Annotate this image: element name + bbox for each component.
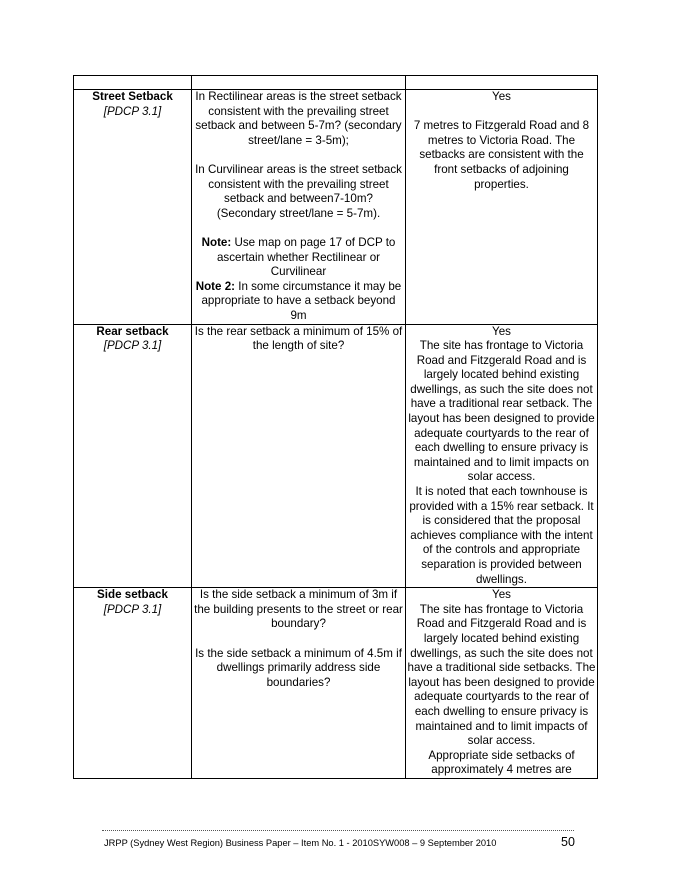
footer-divider	[102, 830, 574, 831]
question-cell	[192, 90, 406, 325]
question-cell	[192, 588, 406, 779]
criteria-cell	[74, 324, 192, 588]
page-number: 50	[561, 835, 575, 849]
criteria-title: Side setback	[97, 588, 168, 602]
table-row-street-setback	[74, 90, 598, 325]
comment-text: 7 metres to Fitzgerald Road and 8 metres to Victoria Road. The setbacks are consistent with the front setbacks of adjoining properties.	[413, 119, 590, 191]
question-text: Is the side setback a minimum of 4.5m if dwellings primarily address side boundaries?	[195, 646, 402, 689]
criteria-cell	[74, 90, 192, 325]
note-text: In some circumstance it may be appropriate to have a setback beyond 9m	[201, 279, 402, 322]
criteria-title: Street Setback	[92, 90, 173, 103]
comment-text: It is noted that each townhouse is provided with a 15% rear setback. It is considered that the proposal achieves compliance with the intent of the controls and appropriate separation is provided between dwellings.	[409, 485, 594, 586]
criteria-reference: [PDCP 3.1]	[103, 602, 162, 616]
comment-text: The site has frontage to Victoria Road and Fitzgerald Road and is largely located behind existing dwellings, as such the site does not have a traditional rear setback. The layout has been designed to provide adequate courtyards to the rear of each dwelling to ensure privacy is maintained and to limit impacts on solar access.	[408, 339, 595, 484]
note	[193, 236, 404, 280]
note-label: Note 2:	[195, 279, 236, 293]
criteria-reference: [PDCP 3.1]	[103, 339, 162, 353]
question-text: Is the rear setback a minimum of 15% of the length of site?	[194, 324, 403, 353]
criteria-title: Rear setback	[96, 324, 169, 338]
table-row-rear-setback	[74, 324, 598, 588]
compliance-answer: Yes	[492, 90, 511, 103]
criteria-cell	[74, 588, 192, 779]
comment-text: The site has frontage to Victoria Road and Fitzgerald Road and is largely located behind existing dwellings, as such the site does not have a traditional side setbacks. The layout has been designed to provide adequate courtyards to the rear of each dwelling to ensure privacy is maintained and to limit impacts of solar access.	[407, 602, 596, 748]
note-text: Use map on page 17 of DCP to ascertain whether Rectilinear or Curvilinear	[216, 235, 396, 279]
table-row-empty	[74, 76, 598, 90]
comment-cell	[406, 588, 598, 779]
comment-text: Appropriate side setbacks of approximately 4 metres are	[428, 748, 575, 777]
question-cell	[192, 324, 406, 588]
table-cell	[74, 76, 192, 90]
criteria-reference: [PDCP 3.1]	[103, 104, 162, 118]
comment-cell	[406, 324, 598, 588]
compliance-table	[73, 75, 598, 779]
question-text: Is the side setback a minimum of 3m if the building presents to the street or rear boundary?	[194, 588, 403, 631]
table-cell	[192, 76, 406, 90]
footer-text: JRPP (Sydney West Region) Business Paper – Item No. 1 - 2010SYW008 – 9 September 2010	[104, 838, 497, 848]
compliance-answer: Yes	[492, 588, 511, 602]
compliance-answer: Yes	[492, 324, 511, 338]
question-text: In Rectilinear areas is the street setback consistent with the prevailing street setback and between 5-7m? (secondary street/lane = 3-5m);	[195, 90, 402, 147]
question-text: In Curvilinear areas is the street setback consistent with the prevailing street setback and between7-10m? (Secondary street/lane = 5-7m).	[195, 162, 402, 220]
table-cell	[406, 76, 598, 90]
note	[193, 280, 404, 324]
comment-cell	[406, 90, 598, 325]
table-row-side-setback	[74, 588, 598, 779]
note-label: Note:	[201, 235, 232, 249]
